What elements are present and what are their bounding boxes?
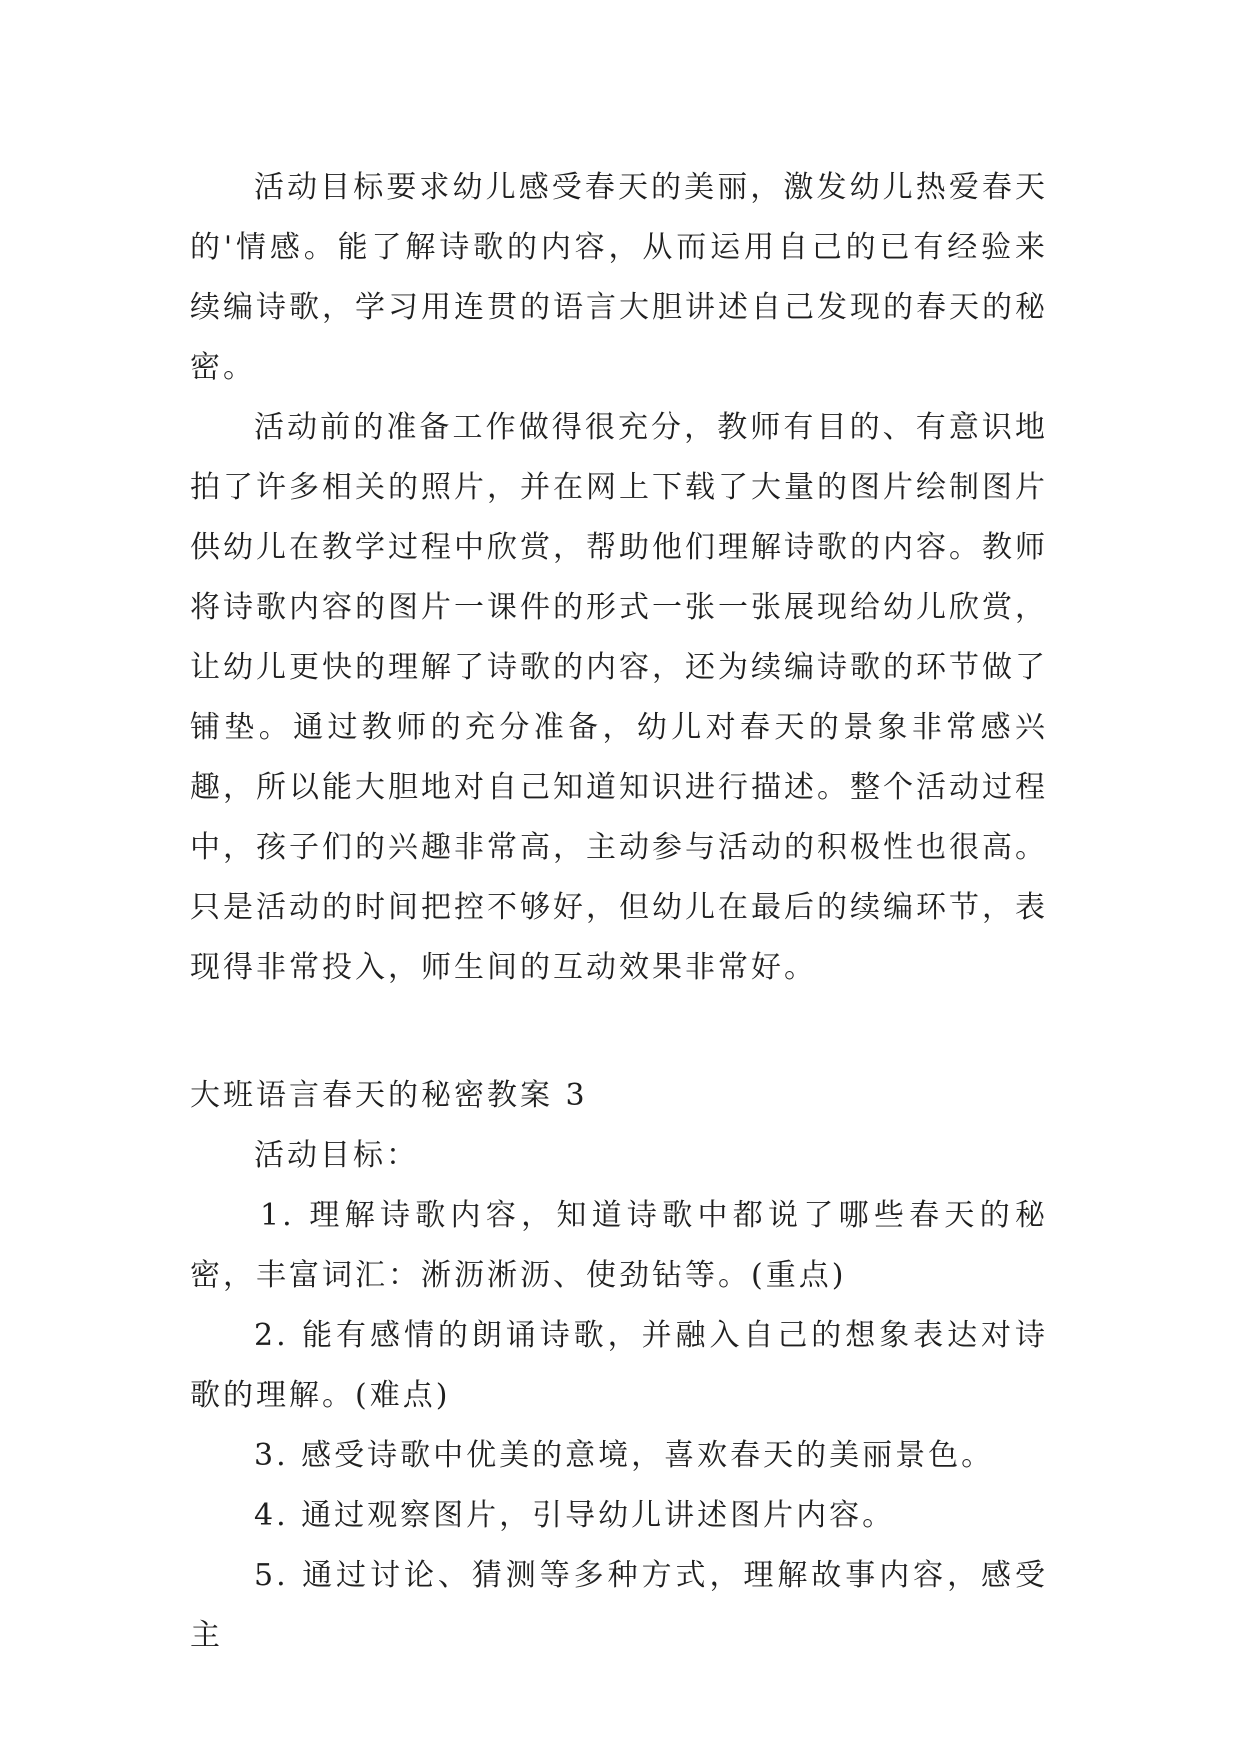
goals-label: 活动目标：	[254, 1138, 419, 1173]
goal-item: 5. 通过讨论、猜测等多种方式，理解故事内容，感受主	[190, 1558, 1048, 1653]
paragraph-preparation-reflection: 活动前的准备工作做得很充分，教师有目的、有意识地拍了许多相关的照片，并在网上下载了大量的图片绘制图片供幼儿在教学过程中欣赏，帮助他们理解诗歌的内容。教师将诗歌内容的图片一课件的形式一张一张展现给幼儿欣赏，让幼儿更快的理解了诗歌的内容，还为续编诗歌的环节做了铺垫。通过教师的充分准备，幼儿对春天的景象非常感兴趣，所以能大胆地对自己知道知识进行描述。整个活动过程中，孩子们的兴趣非常高，主动参与活动的积极性也很高。只是活动的时间把控不够好，但幼儿在最后的续编环节，表现得非常投入，师生间的互动效果非常好。	[190, 410, 1048, 985]
paragraph-activity-goals-reflection: 活动目标要求幼儿感受春天的美丽，激发幼儿热爱春天的'情感。能了解诗歌的内容，从而运用自己的已有经验来续编诗歌，学习用连贯的语言大胆讲述自己发现的春天的秘密。	[190, 170, 1048, 385]
goal-item: 3. 感受诗歌中优美的意境，喜欢春天的美丽景色。	[254, 1438, 995, 1473]
goal-item: 4. 通过观察图片，引导幼儿讲述图片内容。	[254, 1498, 896, 1533]
goal-item: 2. 能有感情的朗诵诗歌，并融入自己的想象表达对诗歌的理解。(难点)	[190, 1318, 1048, 1413]
goal-item: 1. 理解诗歌内容，知道诗歌中都说了哪些春天的秘密，丰富词汇：淅沥淅沥、使劲钻等。(重点)	[190, 1198, 1048, 1293]
document-body	[190, 158, 1048, 1666]
section-title: 大班语言春天的秘密教案 3	[190, 1078, 588, 1113]
